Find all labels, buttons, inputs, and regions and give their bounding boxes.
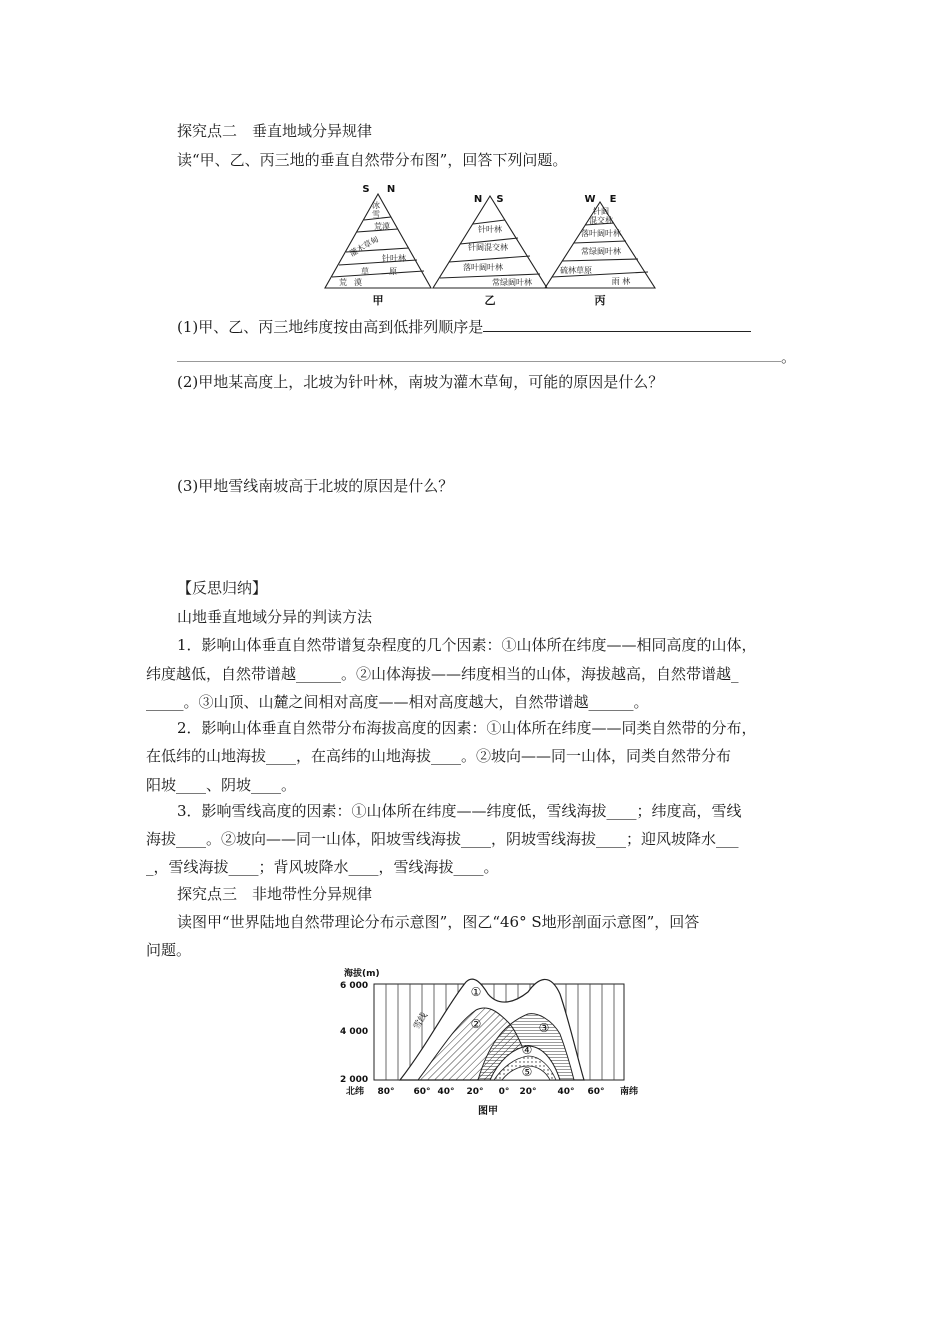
reflect-line: 2．影响山体垂直自然带分布海拔高度的因素：①山体所在纬度——同类自然带的分布， xyxy=(177,719,757,737)
figure-caption: 图甲 xyxy=(478,1106,498,1117)
y-tick-label: 2 000 xyxy=(340,1075,369,1085)
bing-band-label: 针阔 xyxy=(593,207,609,216)
bing-band-label: 硫林草原 xyxy=(560,266,592,275)
question-1 xyxy=(177,316,751,337)
jia-band-label: 雪 xyxy=(372,210,380,219)
jia-band-label: 针叶林 xyxy=(382,254,406,263)
bing-caption: 丙 xyxy=(594,294,606,307)
bing-band-label: 雨 林 xyxy=(611,277,631,286)
bing-band-label: 常绿阔叶林 xyxy=(581,247,621,256)
reflect-subheading: 山地垂直地域分异的判读方法 xyxy=(177,608,373,626)
bing-right-dir: E xyxy=(609,194,617,205)
x-tick-label: 20° xyxy=(519,1087,537,1097)
reflect-heading: 【反思归纳】 xyxy=(177,579,268,597)
section3-intro: 读图甲“世界陆地自然带理论分布示意图”，图乙“46° S地形剖面示意图”，回答 xyxy=(177,913,700,931)
reflect-line: 3．影响雪线高度的因素：①山体所在纬度——纬度低，雪线海拔____；纬度高，雪线 xyxy=(177,802,742,820)
zone-label-3: ③ xyxy=(538,1021,550,1035)
x-tick-label: 0° xyxy=(498,1087,510,1097)
x-right-label: 南纬 xyxy=(620,1087,638,1097)
x-tick-label: 60° xyxy=(413,1087,431,1097)
x-tick-label: 60° xyxy=(587,1087,605,1097)
reflect-line: _____。③山顶、山麓之间相对高度——相对高度越大，自然带谱越______。 xyxy=(146,693,649,711)
snowline-label: 雪线 xyxy=(412,1011,431,1032)
jia-band-label: 荒 xyxy=(339,278,347,287)
jia-band-label: 漠 xyxy=(354,278,362,287)
bing-left-dir: W xyxy=(584,194,596,205)
jia-band-label: 荒漠 xyxy=(374,222,390,231)
question-1-end: 。 xyxy=(781,348,797,366)
zone-label-5: ⑤ xyxy=(521,1065,533,1079)
reflect-line: 在低纬的山地海拔____，在高纬的山地海拔____。②坡向——同一山体，同类自然带分布 xyxy=(146,747,732,765)
bing-band-label: 落叶阔叶林 xyxy=(581,229,621,238)
yi-caption: 乙 xyxy=(484,294,496,307)
question-1-cont xyxy=(177,346,796,367)
y-tick-label: 4 000 xyxy=(340,1027,369,1037)
answer-blank-1a[interactable] xyxy=(483,316,751,332)
yi-band-label: 针叶林 xyxy=(478,225,502,234)
reflect-line: 阳坡____、阴坡____。 xyxy=(146,776,297,794)
x-tick-label: 40° xyxy=(557,1087,575,1097)
y-axis-title: 海拔(m) xyxy=(344,969,380,979)
jia-band-label: 冰 xyxy=(372,201,380,210)
jia-left-dir: S xyxy=(362,184,370,195)
section2-heading: 探究点二 垂直地域分异规律 xyxy=(177,122,373,140)
reflect-line: 海拔____。②坡向——同一山体，阳坡雪线海拔____，阴坡雪线海拔____；迎风坡降水___ xyxy=(146,830,739,848)
jia-band-label: 草 xyxy=(361,267,369,276)
reflect-line: _，雪线海拔____；背风坡降水____，雪线海拔____。 xyxy=(146,858,499,876)
bing-band-label: 混交林 xyxy=(589,216,613,225)
yi-left-dir: N xyxy=(473,194,483,205)
jia-band-label: 原 xyxy=(389,267,397,276)
yi-right-dir: S xyxy=(496,194,504,205)
question-3: (3)甲地雪线南坡高于北坡的原因是什么？ xyxy=(177,477,454,495)
x-left-label: 北纬 xyxy=(346,1087,365,1097)
yi-band-label: 落叶阔叶林 xyxy=(463,263,503,272)
jia-right-dir: N xyxy=(386,184,396,195)
jia-band-label: 灌木草甸 xyxy=(348,234,381,259)
section3-intro-cont: 问题。 xyxy=(146,941,192,959)
x-tick-label: 40° xyxy=(437,1087,455,1097)
question-2: (2)甲地某高度上，北坡为针叶林，南坡为灌木草甸，可能的原因是什么？ xyxy=(177,373,664,391)
x-tick-label: 80° xyxy=(377,1087,395,1097)
yi-band-label: 常绿阔叶林 xyxy=(492,278,532,287)
answer-blank-1b[interactable] xyxy=(177,346,781,362)
yi-band-label: 针阔混交林 xyxy=(468,243,508,252)
x-tick-label: 20° xyxy=(466,1087,484,1097)
reflect-line: 1．影响山体垂直自然带谱复杂程度的几个因素：①山体所在纬度——相同高度的山体， xyxy=(177,636,757,654)
jia-caption: 甲 xyxy=(372,294,384,307)
zone-label-1: ① xyxy=(470,985,482,999)
zone-label-4: ④ xyxy=(521,1043,533,1057)
section2-intro: 读“甲、乙、丙三地的垂直自然带分布图”，回答下列问题。 xyxy=(177,151,568,169)
y-tick-label: 6 000 xyxy=(340,981,369,991)
natural-zone-figure xyxy=(338,964,638,1120)
reflect-line: 纬度越低，自然带谱越______。②山体海拔——纬度相当的山体，海拔越高，自然带谱越_ xyxy=(146,665,739,683)
zone-label-2: ② xyxy=(470,1017,482,1031)
section3-heading: 探究点三 非地带性分异规律 xyxy=(177,885,373,903)
question-1-text: (1)甲、乙、丙三地纬度按由高到低排列顺序是 xyxy=(177,318,484,336)
vertical-zone-figure xyxy=(318,180,664,312)
